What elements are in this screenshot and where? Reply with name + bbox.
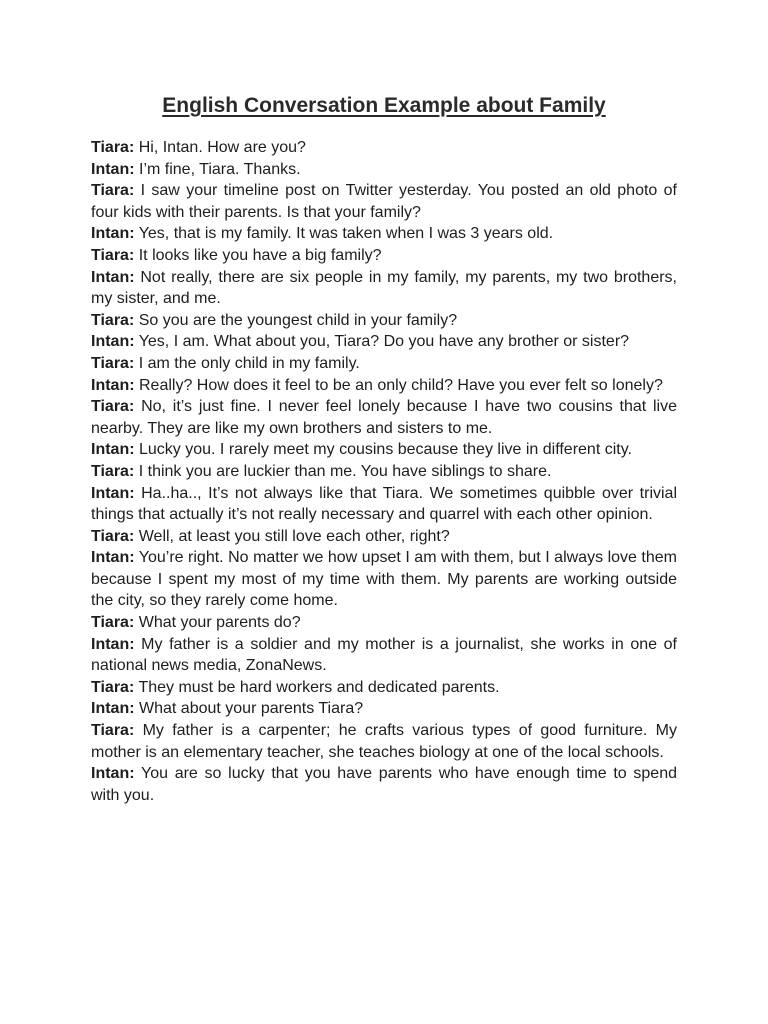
dialogue-line [91,547,677,612]
speaker-name: Intan: [91,268,135,286]
speaker-name: Intan: [91,700,135,718]
dialogue-line [91,310,677,332]
speaker-name: Intan: [91,549,135,567]
dialogue-text: I am the only child in my family. [138,354,360,372]
dialogue-line [91,612,677,634]
dialogue-text: Well, at least you still love each other, right? [138,527,450,545]
dialogue-text: My father is a soldier and my mother is a journalist, she works in one of national news media, ZonaNews. [91,635,678,675]
dialogue-text: What your parents do? [138,614,301,632]
speaker-name: Tiara: [91,246,135,264]
dialogue-line [91,223,677,245]
document-title: English Conversation Example about Family [162,94,606,117]
dialogue-line [91,634,677,677]
dialogue-text: Hi, Intan. How are you? [138,139,306,156]
dialogue-text: They must be hard workers and dedicated parents. [138,678,500,696]
speaker-name: Intan: [91,225,135,243]
dialogue-text: I think you are luckier than me. You have siblings to share. [138,462,552,480]
dialogue-line [91,763,677,806]
dialogue-line [91,483,677,526]
speaker-name: Tiara: [91,139,135,156]
dialogue-line [91,461,677,483]
dialogue-line [91,245,677,267]
conversation [91,137,677,806]
dialogue-text: Yes, that is my family. It was taken when I was 3 years old. [138,225,554,243]
speaker-name: Tiara: [91,311,135,329]
speaker-name: Tiara: [91,398,135,416]
dialogue-text: So you are the youngest child in your family? [138,311,458,329]
dialogue-text: I’m fine, Tiara. Thanks. [139,160,301,178]
dialogue-line [91,396,677,439]
speaker-name: Intan: [91,765,135,783]
dialogue-line [91,677,677,699]
dialogue-line [91,698,677,720]
speaker-name: Intan: [91,376,135,394]
dialogue-line [91,720,677,763]
speaker-name: Tiara: [91,678,135,696]
speaker-name: Tiara: [91,182,135,200]
dialogue-line [91,180,677,223]
speaker-name: Tiara: [91,614,135,632]
dialogue-text: I saw your timeline post on Twitter yesterday. You posted an old photo of four kids with their parents. Is that your family? [91,182,677,221]
dialogue-line [91,159,677,181]
dialogue-line [91,267,677,310]
dialogue-line [91,375,677,397]
document-page [91,92,677,806]
dialogue-text: Ha..ha.., It’s not always like that Tiara. We sometimes quibble over trivial things that actually it’s not really necessary and quarrel with each other opinion. [91,484,678,524]
dialogue-text: No, it’s just fine. I never feel lonely because I have two cousins that live nearby. They are like my own brothers and sisters to me. [91,398,677,437]
dialogue-text: Yes, I am. What about you, Tiara? Do you have any brother or sister? [138,333,630,351]
dialogue-line [91,526,677,548]
speaker-name: Intan: [91,441,135,459]
dialogue-text: It looks like you have a big family? [138,246,382,264]
dialogue-text: Really? How does it feel to be an only child? Have you ever felt so lonely? [139,376,663,394]
speaker-name: Tiara: [91,462,135,480]
speaker-name: Tiara: [91,527,135,545]
dialogue-text: My father is a carpenter; he crafts various types of good furniture. My mother is an elementary teacher, she teaches biology at one of the local schools. [91,722,677,761]
speaker-name: Intan: [91,484,135,502]
dialogue-line [91,331,677,353]
dialogue-text: You’re right. No matter we how upset I am with them, but I always love them because I spent my most of my time with them. My parents are working outside the city, so they rarely come home. [91,549,678,610]
dialogue-line [91,439,677,461]
dialogue-text: What about your parents Tiara? [139,700,364,718]
speaker-name: Intan: [91,635,135,653]
speaker-name: Tiara: [91,722,135,740]
dialogue-text: Lucky you. I rarely meet my cousins because they live in different city. [139,441,632,459]
speaker-name: Intan: [91,333,135,351]
dialogue-line [91,353,677,375]
speaker-name: Tiara: [91,354,135,372]
speaker-name: Intan: [91,160,135,178]
dialogue-line [91,137,677,159]
dialogue-text: You are so lucky that you have parents who have enough time to spend with you. [91,765,677,804]
dialogue-text: Not really, there are six people in my family, my parents, my two brothers, my sister, and me. [91,268,677,308]
